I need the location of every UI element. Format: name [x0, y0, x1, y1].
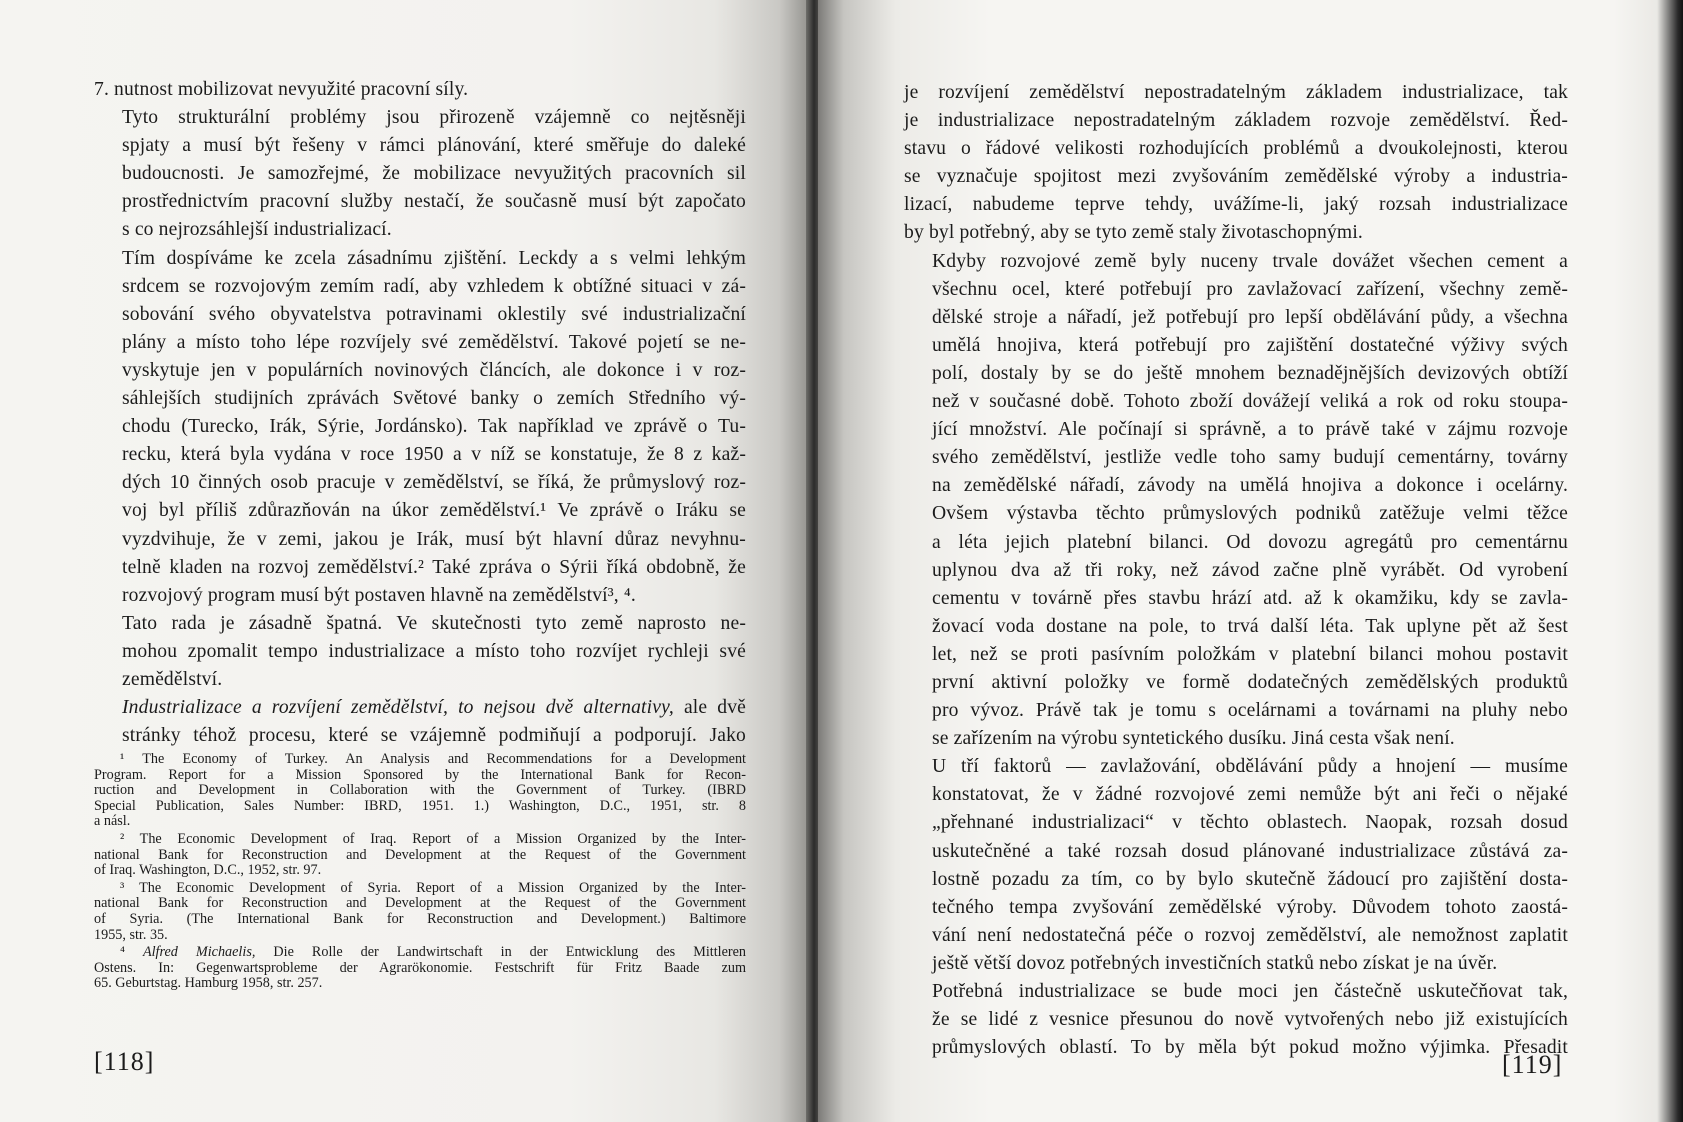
- footnote-line: ³ The Economic Development of Syria. Report of a Mission Organized by the Inter-: [120, 879, 746, 896]
- text-line: stavu o řádové velikosti rozhodujících problémů a dvoukolejnosti, kterou: [904, 138, 1568, 160]
- paragraph: [94, 245, 746, 610]
- text-line: pro vývoz. Právě tak je tomu s ocelárnami a továrnami na pluhy nebo: [932, 700, 1568, 722]
- text-line: vyzdvihuje, že v zemi, jakou je Irák, musí být hlavní důraz nevyhnu-: [122, 528, 746, 550]
- text-line: „přehnané industrializaci“ v těchto oblastech. Naopak, rozsah dosud: [932, 812, 1568, 834]
- paragraph: [904, 978, 1568, 1062]
- page-number-right: [119]: [1502, 1050, 1563, 1079]
- text-line: Tím dospíváme ke zcela zásadnímu zjištění. Leckdy a s velmi lehkým: [122, 247, 746, 269]
- text-line: konstatovat, že v žádné rozvojové zemi nemůže být ani řeči o nějaké: [932, 784, 1568, 806]
- text-line: ještě větší dovoz potřebných investičních statků nebo získat je na úvěr.: [932, 952, 1498, 974]
- text-line: srdcem se rozvojovým zemím radí, aby vzhledem k obtížné situaci v zá-: [122, 275, 746, 297]
- text-line: je industrializace nepostradatelným základem rozvoje zemědělství. Řed-: [904, 110, 1568, 132]
- left-page: [0, 0, 812, 1122]
- right-page-body: [904, 79, 1568, 1062]
- paragraph: [904, 248, 1568, 754]
- text-line: recku, která byla vydána v roce 1950 a v níž se konstatuje, že 8 z kaž-: [122, 444, 746, 466]
- footnote-line: Special Publication, Sales Number: IBRD, 1951. 1.) Washington, D.C., 1951, str. 8: [94, 797, 746, 814]
- text-line: polí, dostaly by se do ještě mnohem beznadějnějších devizových obtíží: [932, 362, 1568, 384]
- text-line: svého zemědělství, jestliže vedle toho samy budují cementárny, továrny: [932, 447, 1568, 469]
- text-line: Potřebná industrializace se bude moci jen částečně uskutečňovat tak,: [932, 981, 1568, 1002]
- footnote-line: 1955, str. 35.: [94, 926, 168, 943]
- text-line: se zařízením na výrobu syntetického dusíku. Jiná cesta však není.: [932, 728, 1455, 750]
- text-line: budoucnosti. Je samozřejmé, že mobilizace nevyužitých pracovních sil: [122, 163, 746, 185]
- footnote-line: ruction and Development in Collaboration with the Government of Turkey. (IBRD: [94, 782, 746, 799]
- footnote-line: of Iraq. Washington, D.C., 1952, str. 97.: [94, 862, 322, 879]
- paragraph: [904, 79, 1568, 248]
- text-line: zemědělství.: [122, 668, 223, 690]
- text-line: je rozvíjení zemědělství nepostradatelným základem industrializace, tak: [904, 82, 1568, 103]
- paragraph: [904, 753, 1568, 978]
- text-line: rozvojový program musí být postaven hlavně na zemědělství³, ⁴.: [122, 584, 636, 606]
- footnotes: [94, 752, 746, 994]
- text-line: uplynou dva až tři roky, než závod začne plně vyrábět. Od vyrobení: [932, 559, 1568, 581]
- text-line: vyskytuje jen v populárních novinových článcích, ale dokonce i v roz-: [122, 359, 746, 381]
- footnote-4: [94, 945, 746, 992]
- text-line: dých 10 činných osob pracuje v zemědělství, se říká, že průmyslový roz-: [122, 472, 746, 494]
- footnote-line: national Bank for Reconstruction and Development at the Request of the Government: [94, 846, 746, 863]
- text-line: jící množství. Ale počínají si správně, a to právě také v zájmu rozvoje: [932, 419, 1568, 441]
- footnote-line: of Syria. (The International Bank for Reconstruction and Development.) Baltimore: [94, 910, 746, 927]
- footnote-line: Ostens. In: Gegenwartsprobleme der Agrarökonomie. Festschrift für Fritz Baade zum: [94, 959, 746, 976]
- text-line: průmyslových oblastí. To by měla být pokud možno výjimka. Přesadit: [932, 1037, 1568, 1059]
- text-line: a léta jejich platební bilanci. Od dovozu agregátů pro cementárnu: [932, 531, 1568, 553]
- footnote-line: 65. Geburtstag. Hamburg 1958, str. 257.: [94, 975, 323, 992]
- text-line: Ovšem výstavba těchto průmyslových podniků zatěžuje velmi těžce: [932, 503, 1568, 525]
- italic-phrase: Industrializace a rozvíjení zemědělství, to nejsou dvě alternativy,: [122, 697, 674, 719]
- text-line: sáhlejších studijních zprávách Světové banky o zemích Středního vý-: [122, 388, 746, 410]
- text-line: sobování svého obyvatelstva potravinami oklestily své industrializační: [122, 303, 746, 325]
- footnote-line: ¹ The Economy of Turkey. An Analysis and Recommendations for a Development: [120, 751, 746, 767]
- text-line: chodu (Turecko, Irák, Sýrie, Jordánsko). Tak například ve zprávě o Tu-: [122, 416, 746, 438]
- text-line: všechnu ocel, které potřebují pro zavlažovací zařízení, všechny země-: [932, 278, 1568, 300]
- right-page: [818, 0, 1683, 1122]
- paragraph: [94, 694, 746, 750]
- footnote-marker: ⁴: [120, 944, 143, 961]
- text-line: uskutečněné a také rozsah dosud plánované industrializace zůstává za-: [932, 840, 1568, 862]
- text-line: než v současné době. Tohoto zboží dovážejí veliká a rok od roku stoupa-: [932, 391, 1568, 413]
- text-line: Kdyby rozvojové země byly nuceny trvale dovážet všechen cement a: [932, 250, 1568, 272]
- footnote-line: ² The Economic Development of Iraq. Report of a Mission Organized by the Inter-: [120, 830, 746, 847]
- text-line: umělá hnojiva, která potřebují pro zajištění dostatečné výživy svých: [932, 334, 1568, 356]
- text-line: vání není nedostatečná péče o rozvoj zemědělství, ale nemožnost zaplatit: [932, 924, 1568, 946]
- text-line-tail: ale dvě: [683, 697, 746, 719]
- footnote-line: a násl.: [94, 813, 131, 830]
- text-line: první aktivní položky ve formě dodatečných zemědělských produktů: [932, 671, 1568, 693]
- footnote-line-with-author: [94, 945, 746, 961]
- left-page-body: [94, 76, 746, 750]
- text-line: se vyznačuje spojitost mezi zvyšováním zemědělské výroby a industria-: [904, 166, 1568, 188]
- text-line: stránky téhož procesu, které se vzájemně podmiňují a podporují. Jako: [122, 725, 746, 747]
- text-line: na zemědělské nářadí, závody na umělá hnojiva a dokonce i ocelárny.: [932, 475, 1568, 497]
- footnote-line: Program. Report for a Mission Sponsored by the International Bank for Recon-: [94, 766, 746, 783]
- text-line: 7. nutnost mobilizovat nevyužité pracovní síly.: [94, 79, 469, 100]
- text-line: lizací, nabudeme teprve tehdy, uvážíme-li, jaký rozsah industrializace: [904, 194, 1568, 216]
- text-line: U tří faktorů — zavlažování, obdělávání půdy a hnojení — musíme: [932, 756, 1568, 778]
- footnote-line: national Bank for Reconstruction and Development at the Request of the Government: [94, 895, 746, 912]
- footnote-1: [94, 752, 746, 830]
- text-line: s co nejrozsáhlejší industrializací.: [122, 219, 392, 241]
- text-line: mohou zpomalit tempo industrializace a místo toho rozvíjet rychleji své: [122, 640, 746, 662]
- text-line: telně kladen na rozvoj zemědělství.² Také zpráva o Sýrii říká obdobně, že: [122, 556, 746, 578]
- paragraph: [94, 104, 746, 244]
- paragraph: [94, 76, 746, 104]
- footnote-author: Alfred Michaelis,: [142, 944, 256, 961]
- text-line: tečného tempa zvyšování zemědělské výroby. Důvodem tohoto zaostá-: [932, 896, 1568, 918]
- footnote-3: [94, 881, 746, 943]
- text-line: žovací voda dostane na pole, to trvá další léta. Tak uplyne pět až šest: [932, 615, 1568, 637]
- text-line: plány a místo toho lépe rozvíjely své zemědělství. Takové pojetí se ne-: [122, 331, 746, 353]
- paragraph: [94, 610, 746, 694]
- page-number-left: [118]: [94, 1047, 155, 1076]
- text-line-italic-lead: [94, 694, 746, 722]
- text-line: Tyto strukturální problémy jsou přirozeně vzájemně co nejtěsněji: [122, 107, 746, 129]
- text-line: voj byl příliš zdůrazňován na úkor zemědělství.¹ Ve zprávě o Iráku se: [122, 500, 746, 522]
- text-line: spjaty a musí být řešeny v rámci plánování, které směřuje do daleké: [122, 135, 746, 157]
- footnote-2: [94, 832, 746, 879]
- text-line: cementu v továrně přes stavbu hrází atd. až k okamžiku, kdy se zavla-: [932, 587, 1568, 609]
- footnote-title: Die Rolle der Landwirtschaft in der Entwicklung des Mittleren: [255, 944, 746, 961]
- text-line: lostně pozadu za tím, co by bylo skutečně žádoucí pro zajištění dosta-: [932, 868, 1568, 890]
- text-line: dělské stroje a nářadí, jež potřebují pro lepší obdělávání půdy, a všechna: [932, 306, 1568, 328]
- text-line: Tato rada je zásadně špatná. Ve skutečnosti tyto země naprosto ne-: [122, 612, 746, 634]
- text-line: prostřednictvím pracovní služby nestačí, že současně musí být započato: [122, 191, 746, 213]
- text-line: že se lidé z vesnice přesunou do nově vytvořených nebo již existujících: [932, 1009, 1568, 1031]
- text-line: by byl potřebný, aby se tyto země staly životaschopnými.: [904, 222, 1363, 244]
- text-line: let, než se proti pasívním položkám v platební bilanci mohou postavit: [932, 643, 1568, 665]
